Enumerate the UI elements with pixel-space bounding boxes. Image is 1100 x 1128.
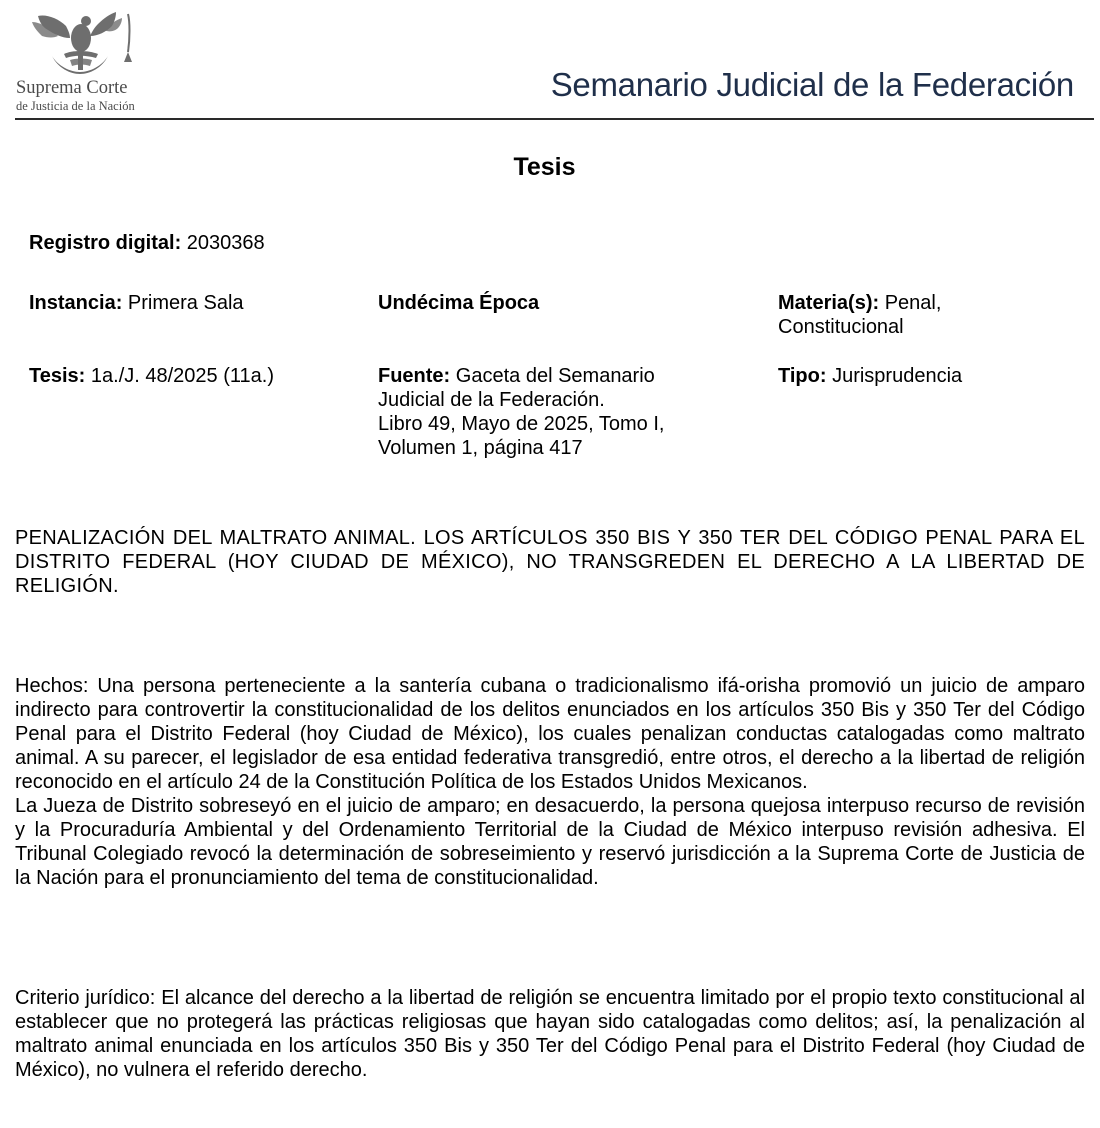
fuente-value-4: Volumen 1, página 417	[378, 437, 583, 459]
tesis-numero	[29, 364, 274, 388]
instancia-value: Primera Sala	[127, 292, 244, 314]
materia-value-2: Constitucional	[778, 316, 904, 338]
materia-label: Materia(s):	[778, 292, 880, 314]
fuente-value-2: Judicial de la Federación.	[378, 389, 605, 411]
mexican-eagle-emblem-icon	[24, 8, 136, 76]
instancia-label: Instancia:	[29, 292, 123, 314]
page-header	[0, 0, 1100, 122]
logo-name-line2: de Justicia de la Nación	[16, 99, 135, 113]
hechos-paragraph-2: La Jueza de Distrito sobreseyó en el juicio de amparo; en desacuerdo, la persona quejosa interpuso recurso de revisión y la Procuraduría Ambiental y del Ordenamiento Territorial de la Ciudad de México interpuso revisión adhesiva. El Tribunal Colegiado revocó la determinación de sobreseimiento y reservó jurisdicción a la Suprema Corte de Justicia de la Nación para el pronunciamiento del tema de constitucionalidad.	[15, 795, 1085, 889]
registro-value: 2030368	[186, 232, 265, 254]
tipo-label: Tipo:	[778, 365, 827, 387]
registro-digital	[29, 231, 265, 255]
criterio-paragraph: Criterio jurídico: El alcance del derecho a la libertad de religión se encuentra limitado por el propio texto constitucional al establecer que no protegerá las prácticas religiosas que hayan sido catalogadas como delitos; así, la penalización al maltrato animal enunciada en los artículos 350 Bis y 350 Ter del Código Penal para el Distrito Federal (hoy Ciudad de México), no vulnera el referido derecho.	[15, 987, 1085, 1081]
document-heading: Tesis	[513, 153, 576, 181]
site-title: Semanario Judicial de la Federación	[550, 66, 1074, 103]
epoca	[378, 291, 539, 315]
epoca-value: Undécima Época	[378, 292, 540, 314]
hechos-paragraph-1: Hechos: Una persona perteneciente a la santería cubana o tradicionalismo ifá-orisha promovió un juicio de amparo indirecto para controvertir la constitucionalidad de los delitos enunciados en los artículos 350 Bis y 350 Ter del Código Penal para el Distrito Federal (hoy Ciudad de México), los cuales penalizan conductas catalogadas como maltrato animal. A su parecer, el legislador de esa entidad federativa transgredió, entre otros, el derecho a la libertad de religión reconocido en el artículo 24 de la Constitución Política de los Estados Unidos Mexicanos.	[15, 675, 1085, 793]
tesis-value: 1a./J. 48/2025 (11a.)	[90, 365, 274, 387]
registro-label: Registro digital:	[29, 232, 182, 254]
criterio-section	[15, 986, 1085, 1082]
fuente	[378, 364, 664, 460]
logo-name-line1: Suprema Corte	[16, 78, 128, 98]
fuente-value-3: Libro 49, Mayo de 2025, Tomo I,	[378, 413, 665, 435]
hechos-section	[15, 674, 1085, 890]
scjn-logo[interactable]	[14, 8, 144, 118]
materia	[778, 291, 941, 339]
fuente-value-1: Gaceta del Semanario	[455, 365, 655, 387]
fuente-label: Fuente:	[378, 365, 451, 387]
tesis-rubro: PENALIZACIÓN DEL MALTRATO ANIMAL. LOS ARTÍCULOS 350 BIS Y 350 TER DEL CÓDIGO PENAL PARA EL DISTRITO FEDERAL (HOY CIUDAD DE MÉXICO), NO TRANSGREDEN EL DERECHO A LA LIBERTAD DE RELIGIÓN.	[15, 527, 1085, 597]
tipo-value: Jurisprudencia	[832, 365, 963, 387]
tesis-label: Tesis:	[29, 365, 86, 387]
tipo	[778, 364, 962, 388]
header-divider	[15, 118, 1094, 120]
materia-value-1: Penal,	[884, 292, 942, 314]
instancia	[29, 291, 244, 315]
